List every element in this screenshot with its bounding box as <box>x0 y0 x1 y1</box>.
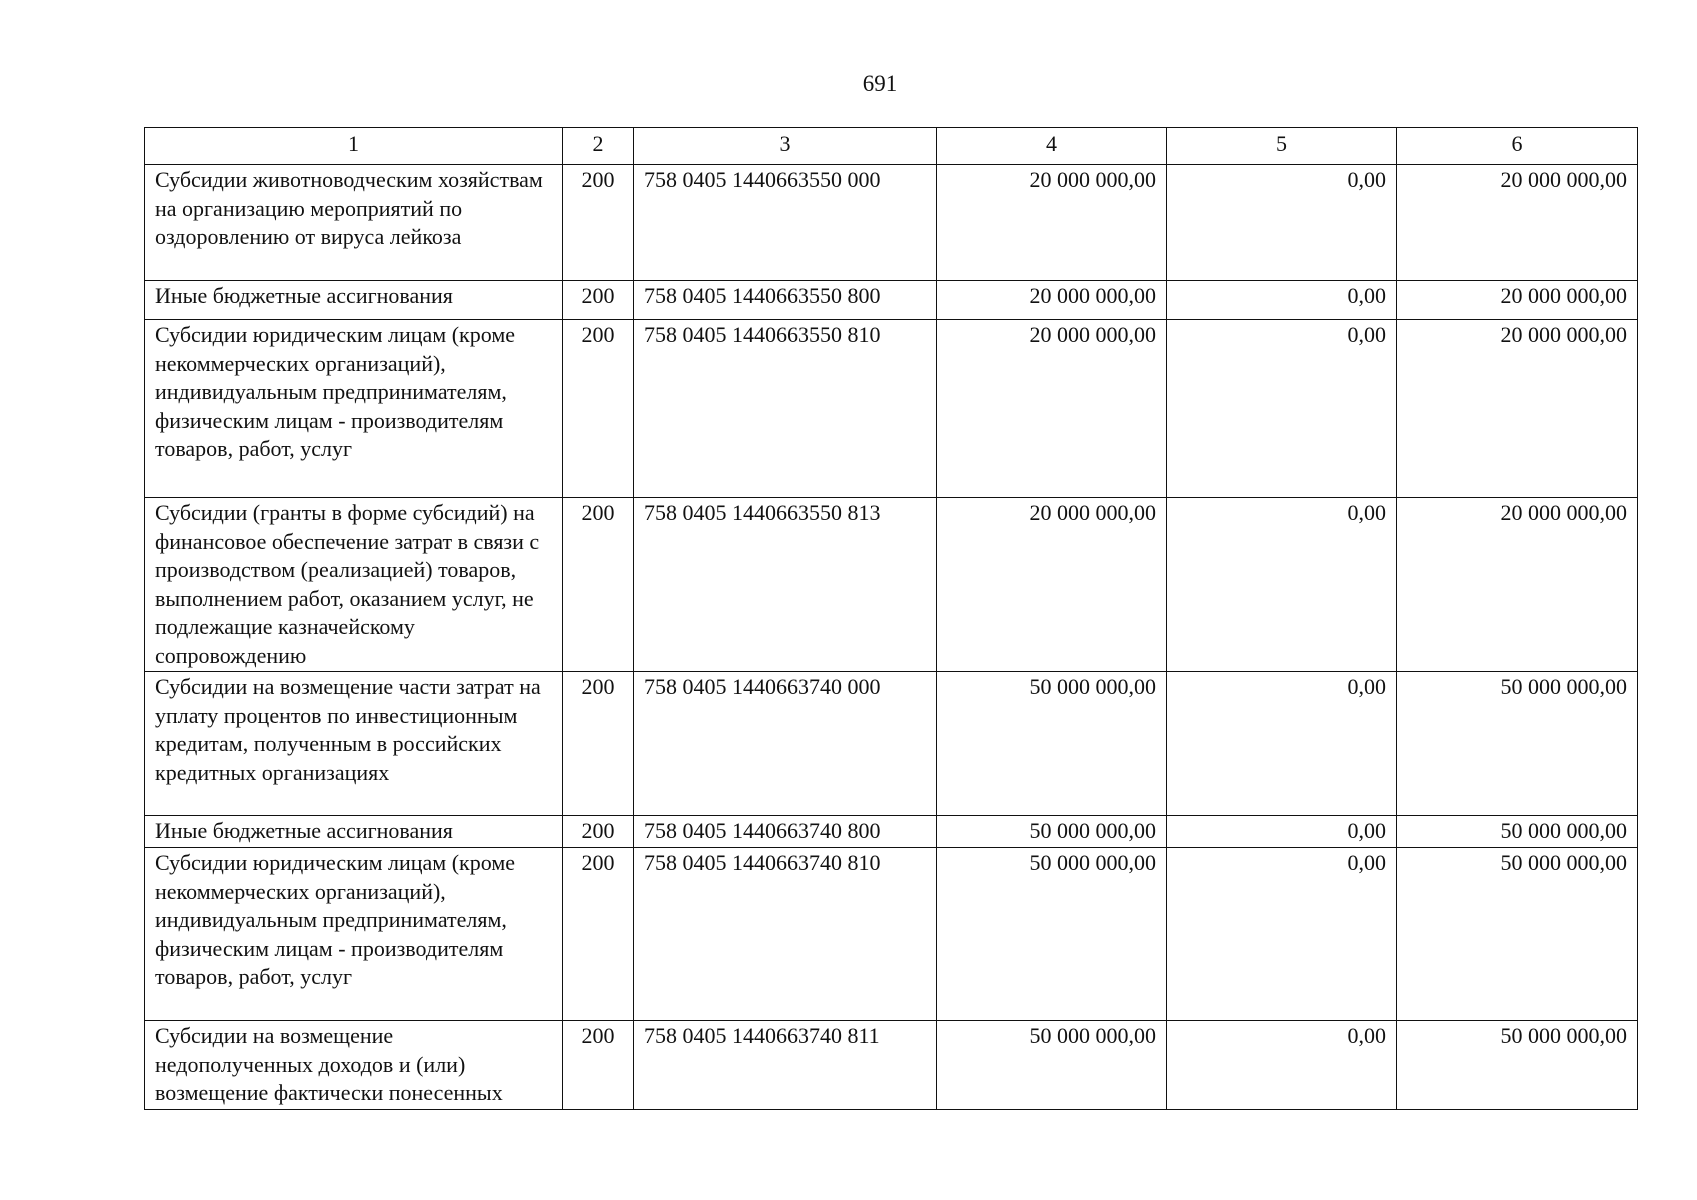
row-amount-col5: 0,00 <box>1167 281 1397 320</box>
column-header: 4 <box>937 128 1167 165</box>
row-name: Субсидии юридическим лицам (кроме некоммерческих организаций), индивидуальным предпринимателям, физическим лицам - производителям товаров, работ, услуг <box>145 848 563 1021</box>
row-classification: 758 0405 1440663550 800 <box>634 281 937 320</box>
row-amount-col6: 20 000 000,00 <box>1397 320 1638 498</box>
table-header-row <box>145 128 1638 165</box>
row-classification: 758 0405 1440663740 800 <box>634 816 937 848</box>
row-amount-col4: 20 000 000,00 <box>937 165 1167 281</box>
row-amount-col5: 0,00 <box>1167 848 1397 1021</box>
row-classification: 758 0405 1440663550 813 <box>634 498 937 672</box>
row-amount-col6: 50 000 000,00 <box>1397 1021 1638 1110</box>
row-amount-col4: 50 000 000,00 <box>937 816 1167 848</box>
row-amount-col5: 0,00 <box>1167 816 1397 848</box>
table-row <box>145 281 1638 320</box>
row-amount-col6: 20 000 000,00 <box>1397 165 1638 281</box>
row-code: 200 <box>563 816 634 848</box>
column-header: 3 <box>634 128 937 165</box>
row-amount-col4: 50 000 000,00 <box>937 848 1167 1021</box>
row-amount-col5: 0,00 <box>1167 498 1397 672</box>
table-row <box>145 672 1638 816</box>
row-name: Субсидии животноводческим хозяйствам на организацию мероприятий по оздоровлению от вируса лейкоза <box>145 165 563 281</box>
row-amount-col4: 20 000 000,00 <box>937 498 1167 672</box>
row-code: 200 <box>563 165 634 281</box>
row-classification: 758 0405 1440663740 000 <box>634 672 937 816</box>
row-amount-col5: 0,00 <box>1167 320 1397 498</box>
row-amount-col6: 50 000 000,00 <box>1397 816 1638 848</box>
table-row <box>145 816 1638 848</box>
row-name: Субсидии на возмещение части затрат на уплату процентов по инвестиционным кредитам, полученным в российских кредитных организациях <box>145 672 563 816</box>
row-name: Субсидии (гранты в форме субсидий) на финансовое обеспечение затрат в связи с производством (реализацией) товаров, выполнением работ, оказанием услуг, не подлежащие казначейскому сопровождению <box>145 498 563 672</box>
row-amount-col4: 50 000 000,00 <box>937 1021 1167 1110</box>
row-name: Субсидии на возмещение недополученных доходов и (или) возмещение фактически понесенных <box>145 1021 563 1110</box>
row-amount-col4: 50 000 000,00 <box>937 672 1167 816</box>
row-code: 200 <box>563 1021 634 1110</box>
row-amount-col6: 20 000 000,00 <box>1397 498 1638 672</box>
table-row <box>145 320 1638 498</box>
row-amount-col5: 0,00 <box>1167 165 1397 281</box>
row-amount-col5: 0,00 <box>1167 1021 1397 1110</box>
row-code: 200 <box>563 320 634 498</box>
column-header: 5 <box>1167 128 1397 165</box>
table-row <box>145 498 1638 672</box>
column-header: 2 <box>563 128 634 165</box>
table-row <box>145 848 1638 1021</box>
table-row <box>145 1021 1638 1110</box>
row-code: 200 <box>563 498 634 672</box>
row-name: Иные бюджетные ассигнования <box>145 281 563 320</box>
row-amount-col4: 20 000 000,00 <box>937 320 1167 498</box>
row-classification: 758 0405 1440663550 810 <box>634 320 937 498</box>
row-code: 200 <box>563 672 634 816</box>
row-classification: 758 0405 1440663740 811 <box>634 1021 937 1110</box>
row-amount-col6: 50 000 000,00 <box>1397 672 1638 816</box>
table-row <box>145 165 1638 281</box>
row-amount-col5: 0,00 <box>1167 672 1397 816</box>
row-name: Иные бюджетные ассигнования <box>145 816 563 848</box>
column-header: 6 <box>1397 128 1638 165</box>
row-code: 200 <box>563 281 634 320</box>
budget-table <box>144 127 1638 1110</box>
row-amount-col6: 20 000 000,00 <box>1397 281 1638 320</box>
row-name: Субсидии юридическим лицам (кроме некоммерческих организаций), индивидуальным предпринимателям, физическим лицам - производителям товаров, работ, услуг <box>145 320 563 498</box>
page-number: 691 <box>862 71 898 96</box>
row-classification: 758 0405 1440663740 810 <box>634 848 937 1021</box>
row-code: 200 <box>563 848 634 1021</box>
row-classification: 758 0405 1440663550 000 <box>634 165 937 281</box>
column-header: 1 <box>145 128 563 165</box>
row-amount-col6: 50 000 000,00 <box>1397 848 1638 1021</box>
row-amount-col4: 20 000 000,00 <box>937 281 1167 320</box>
